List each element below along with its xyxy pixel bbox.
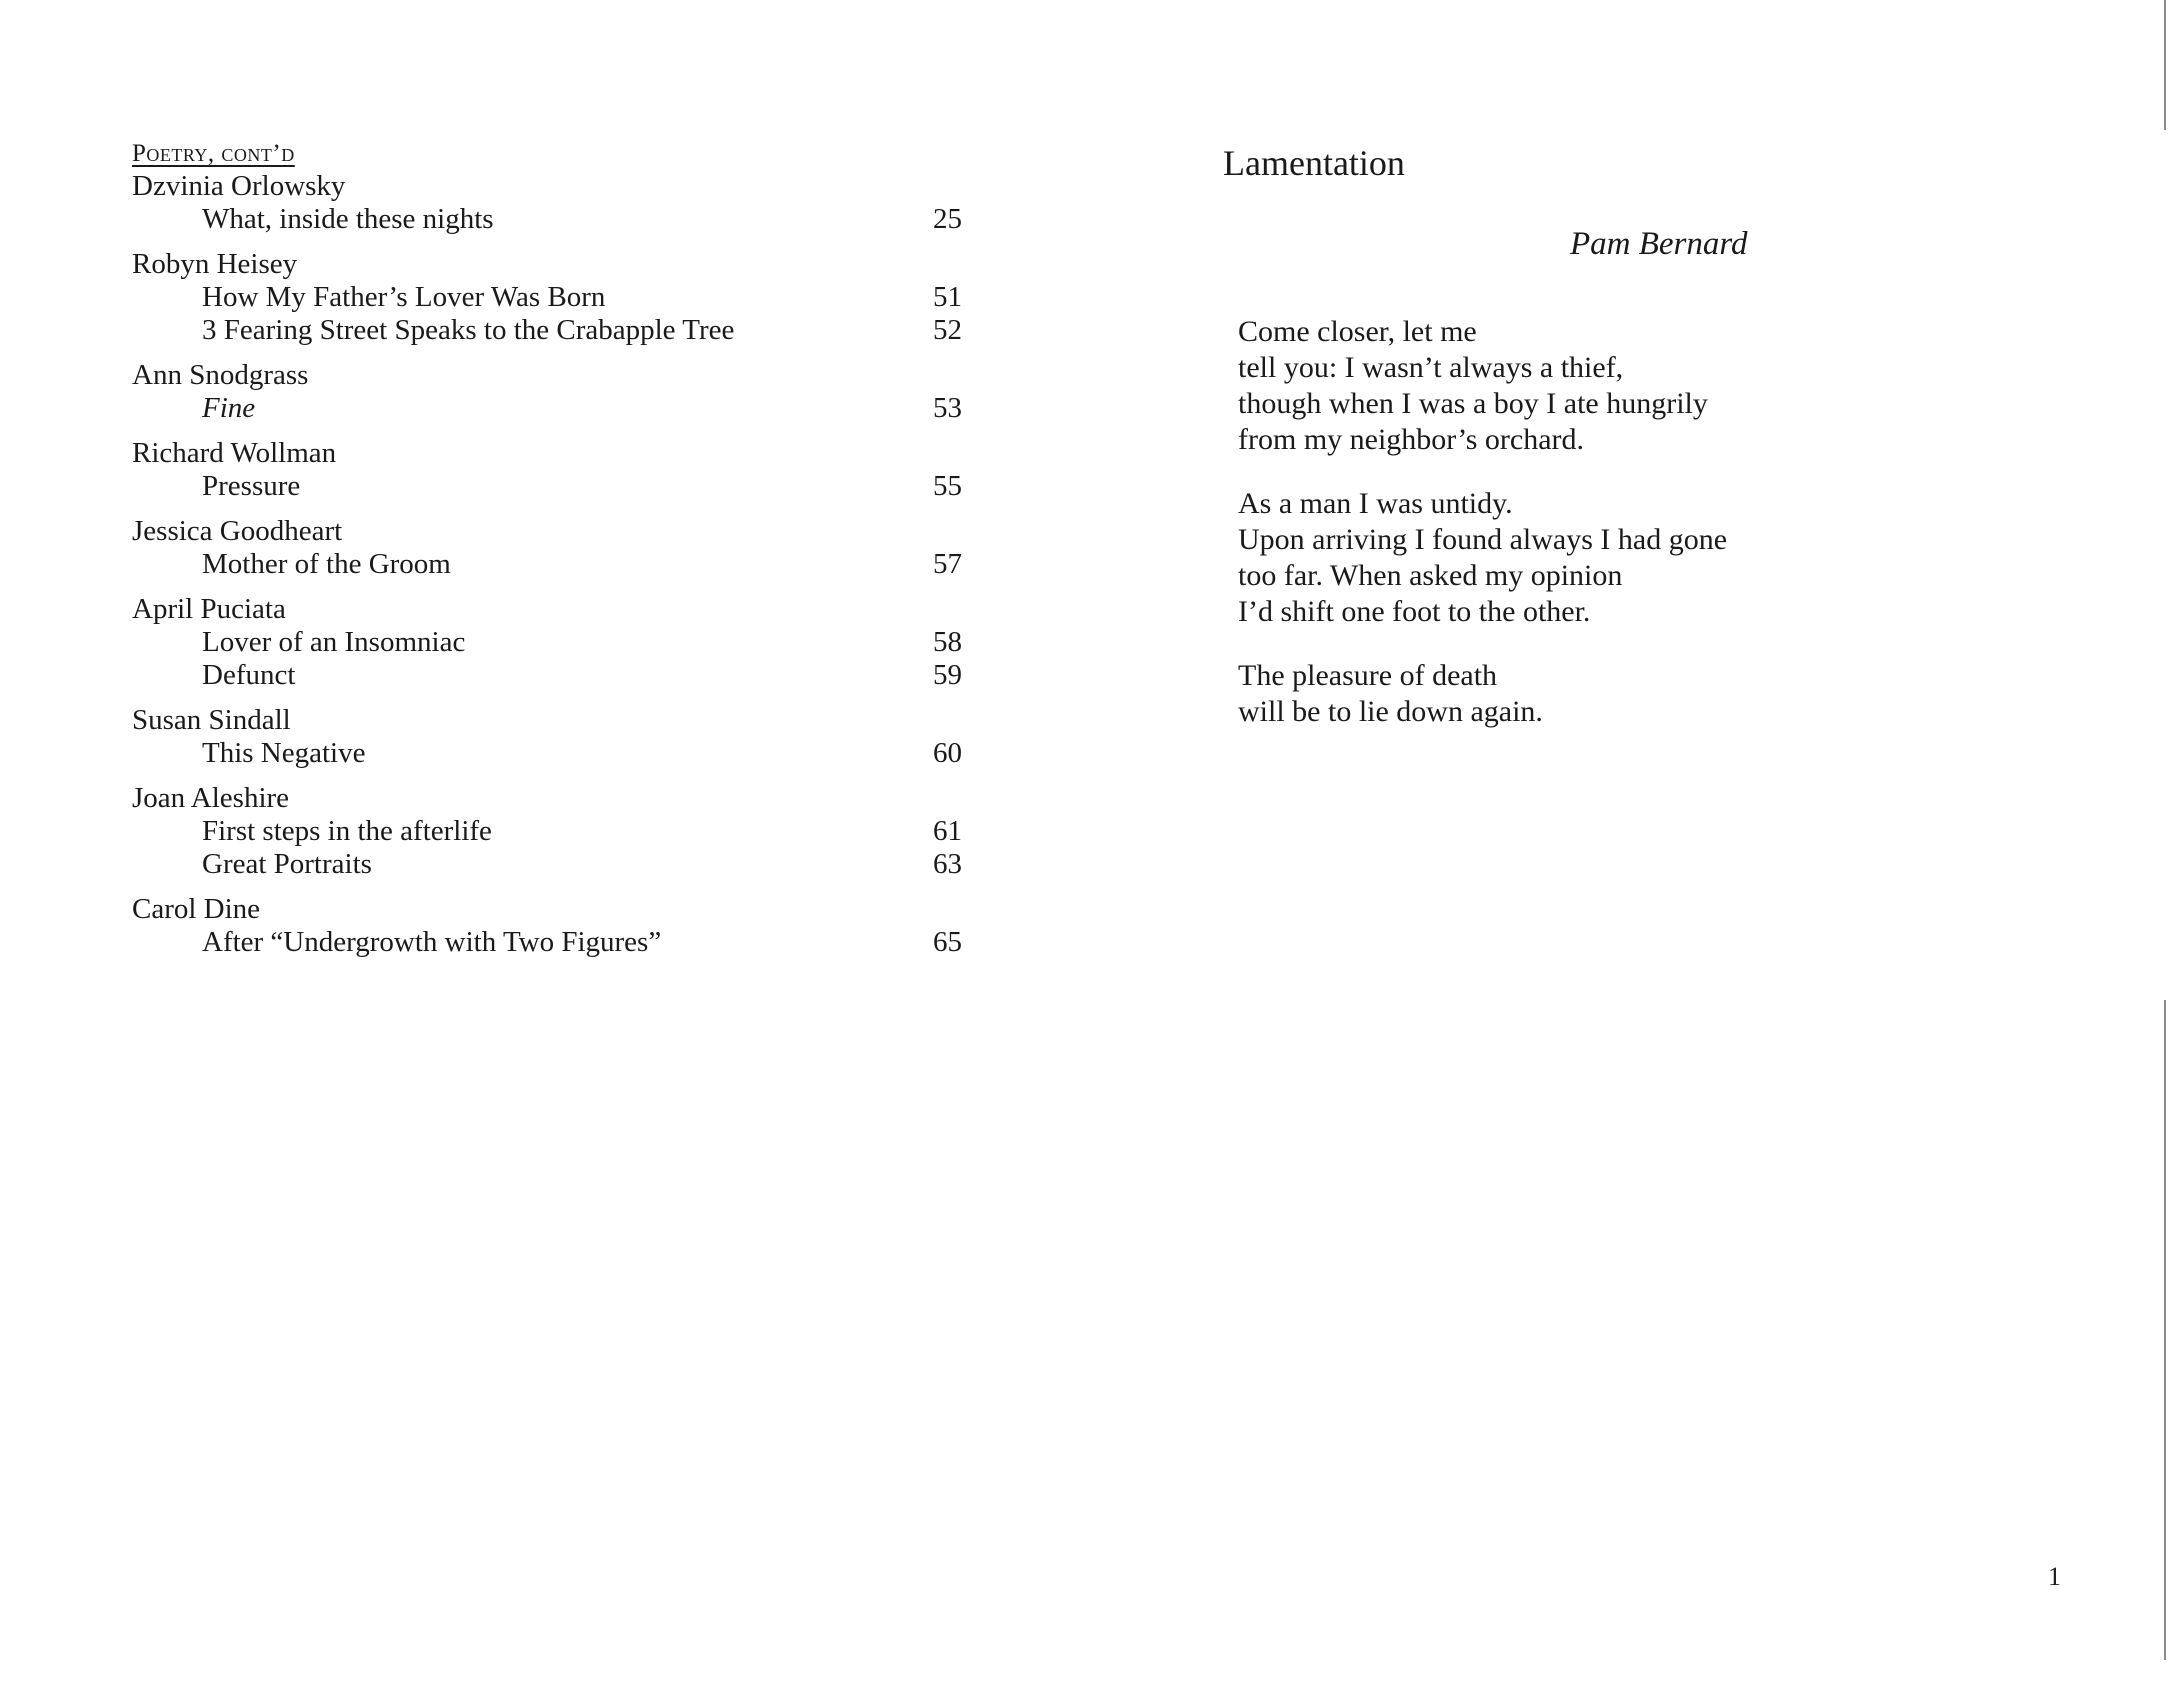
toc-work-row <box>132 926 982 959</box>
poem-stanza <box>1238 486 1938 630</box>
poem-body <box>1238 314 1938 758</box>
toc-work-row <box>132 203 982 236</box>
toc-work-title: After “Undergrowth with Two Figures” <box>202 926 662 958</box>
toc-work-row <box>132 548 982 581</box>
toc-page-number: 63 <box>933 848 962 880</box>
poem-line: will be to lie down again. <box>1238 695 1543 728</box>
toc-work-row <box>132 848 982 881</box>
poem-line: though when I was a boy I ate hungrily <box>1238 387 1708 420</box>
toc-author: April Puciata <box>132 593 286 625</box>
toc-author: Joan Aleshire <box>132 782 290 814</box>
toc-work-title: This Negative <box>202 737 366 769</box>
toc-work-title: What, inside these nights <box>202 203 494 235</box>
toc-work-row <box>132 626 982 659</box>
right-page <box>1088 0 2176 1696</box>
poem-stanza <box>1238 658 1938 730</box>
poem-line: too far. When asked my opinion <box>1238 559 1623 592</box>
toc-page-number: 51 <box>933 281 962 313</box>
table-of-contents <box>132 140 982 971</box>
toc-page-number: 58 <box>933 626 962 658</box>
toc-work-title: Mother of the Groom <box>202 548 451 580</box>
toc-entry <box>132 593 982 692</box>
toc-entry <box>132 248 982 347</box>
toc-work-title: First steps in the afterlife <box>202 815 492 847</box>
toc-entries <box>132 170 982 959</box>
toc-page-number: 53 <box>933 392 962 424</box>
toc-entry <box>132 437 982 503</box>
toc-page-number: 25 <box>933 203 962 235</box>
toc-entry <box>132 782 982 881</box>
toc-author: Richard Wollman <box>132 437 337 469</box>
toc-entry <box>132 515 982 581</box>
toc-page-number: 52 <box>933 314 962 346</box>
toc-author: Jessica Goodheart <box>132 515 343 547</box>
toc-work-row <box>132 314 982 347</box>
section-heading: Poetry, cont’d <box>132 140 295 167</box>
toc-work-title: Fine <box>202 392 256 424</box>
toc-author: Robyn Heisey <box>132 248 298 280</box>
toc-page-number: 61 <box>933 815 962 847</box>
toc-work-row <box>132 815 982 848</box>
poem-line: Come closer, let me <box>1238 315 1477 348</box>
poem-line: As a man I was untidy. <box>1238 487 1513 520</box>
poem-line: tell you: I wasn’t always a thief, <box>1238 351 1624 384</box>
poem-line: Upon arriving I found always I had gone <box>1238 523 1728 556</box>
poem-line: from my neighbor’s orchard. <box>1238 423 1585 456</box>
toc-entry <box>132 359 982 425</box>
poem-stanza <box>1238 314 1938 458</box>
binding-edge-mark <box>2164 1000 2166 1660</box>
toc-work-title: Great Portraits <box>202 848 372 880</box>
toc-author: Carol Dine <box>132 893 261 925</box>
toc-work-title: Defunct <box>202 659 296 691</box>
poem-author: Pam Bernard <box>1570 226 1748 262</box>
toc-page-number: 59 <box>933 659 962 691</box>
poem-line: The pleasure of death <box>1238 659 1498 692</box>
toc-page-number: 60 <box>933 737 962 769</box>
toc-work-title: 3 Fearing Street Speaks to the Crabapple Tree <box>202 314 735 346</box>
toc-work-row <box>132 281 982 314</box>
toc-author: Dzvinia Orlowsky <box>132 170 346 202</box>
toc-page-number: 57 <box>933 548 962 580</box>
toc-author: Susan Sindall <box>132 704 291 736</box>
binding-edge-mark <box>2164 0 2166 130</box>
toc-entry <box>132 893 982 959</box>
poem-title: Lamentation <box>1223 143 1405 183</box>
toc-entry <box>132 704 982 770</box>
toc-work-row <box>132 737 982 770</box>
toc-work-title: Pressure <box>202 470 301 502</box>
toc-entry <box>132 170 982 236</box>
poem-line: I’d shift one foot to the other. <box>1238 595 1591 628</box>
toc-work-row <box>132 392 982 425</box>
toc-page-number: 55 <box>933 470 962 502</box>
toc-work-title: Lover of an Insomniac <box>202 626 466 658</box>
toc-author: Ann Snodgrass <box>132 359 309 391</box>
toc-work-title: How My Father’s Lover Was Born <box>202 281 606 313</box>
toc-work-row <box>132 470 982 503</box>
page-number: 1 <box>2048 1562 2061 1591</box>
toc-page-number: 65 <box>933 926 962 958</box>
toc-work-row <box>132 659 982 692</box>
